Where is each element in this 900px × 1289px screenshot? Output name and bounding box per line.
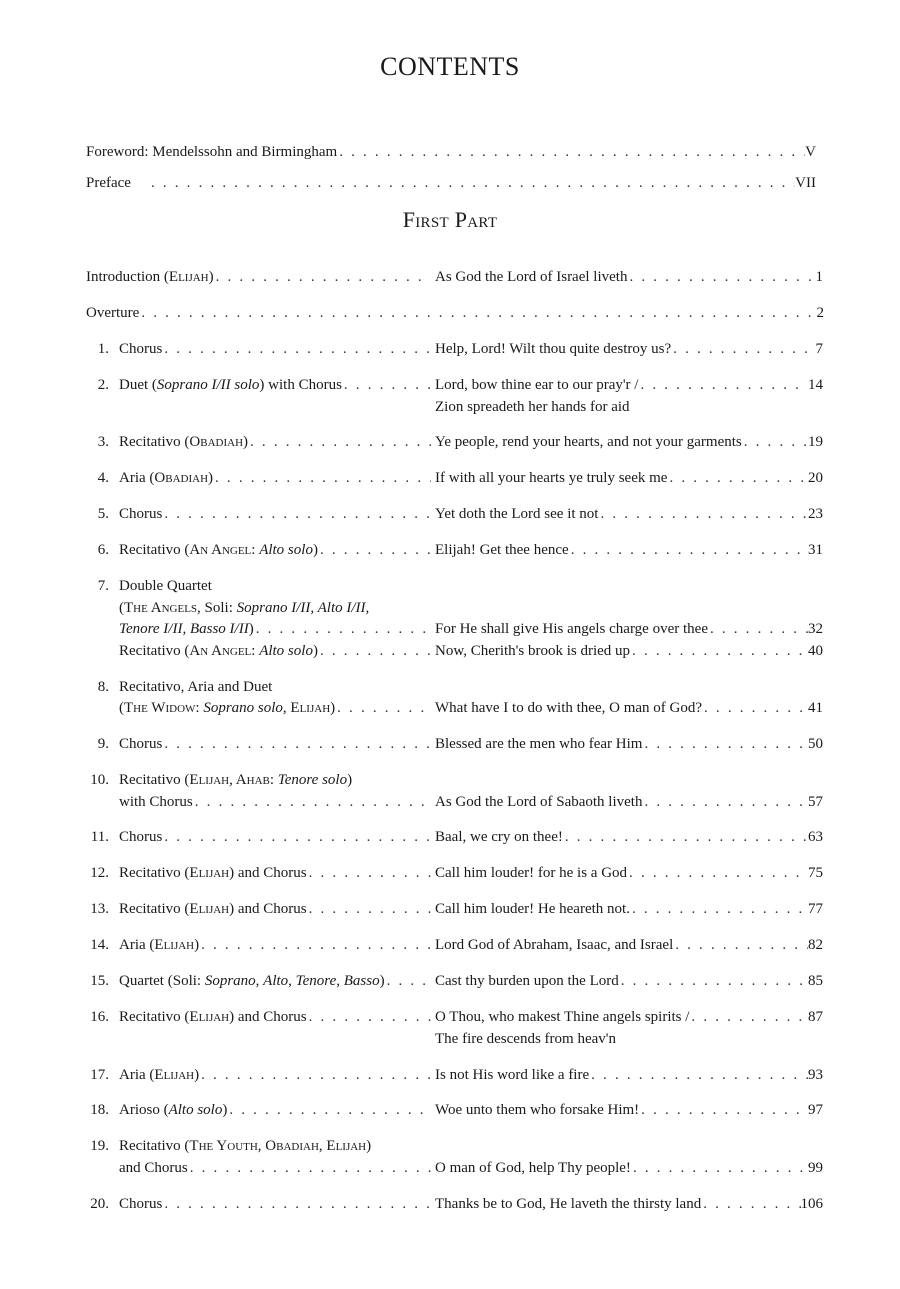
role-name: Elijah bbox=[189, 901, 230, 917]
label-text: ) bbox=[208, 269, 214, 285]
label-text: ) bbox=[194, 1067, 200, 1083]
role-name: Elijah bbox=[290, 700, 331, 716]
toc-incipit: O man of God, help Thy people! bbox=[435, 1160, 631, 1176]
voice-part: Tenore solo bbox=[277, 772, 348, 788]
toc-label bbox=[119, 432, 248, 452]
toc-label: Chorus bbox=[119, 829, 163, 845]
label-text: ) bbox=[379, 973, 385, 989]
label-text: Aria ( bbox=[119, 937, 155, 953]
section-title: First Part bbox=[402, 207, 498, 232]
label-text: : bbox=[269, 772, 278, 788]
dot-leader bbox=[619, 971, 808, 991]
entry-number: 14. bbox=[90, 937, 109, 953]
dot-leader bbox=[627, 267, 815, 287]
label-text: , Soli: bbox=[197, 600, 237, 616]
dot-leader bbox=[569, 540, 808, 560]
dot-leader bbox=[199, 935, 431, 955]
dot-leader bbox=[162, 1194, 431, 1214]
entry-number: 16. bbox=[90, 1009, 109, 1025]
dot-leader bbox=[162, 339, 431, 359]
toc-incipit: As God the Lord of Israel liveth bbox=[435, 269, 628, 285]
role-name: An Angel bbox=[189, 643, 252, 659]
toc-label bbox=[119, 641, 318, 661]
toc-page: VII bbox=[795, 175, 816, 191]
toc-label: Double Quartet bbox=[119, 578, 212, 594]
label-text: : bbox=[251, 643, 260, 659]
toc-incipit: O Thou, who makest Thine angels spirits / bbox=[435, 1009, 690, 1025]
toc-label-cont bbox=[119, 698, 335, 718]
role-name: An Angel bbox=[189, 542, 252, 558]
dot-leader bbox=[631, 1158, 808, 1178]
label-text: , bbox=[288, 973, 296, 989]
dot-leader bbox=[689, 1007, 808, 1027]
toc-label bbox=[119, 935, 199, 955]
dot-leader bbox=[307, 899, 431, 919]
toc-page: 7 bbox=[815, 341, 823, 357]
dot-leader bbox=[673, 935, 808, 955]
toc-incipit: Cast thy burden upon the Lord bbox=[435, 973, 619, 989]
dot-leader bbox=[667, 468, 808, 488]
toc-page: 23 bbox=[808, 506, 823, 522]
toc-page: 99 bbox=[808, 1160, 823, 1176]
dot-leader bbox=[642, 734, 808, 754]
dot-leader bbox=[193, 792, 431, 812]
toc-incipit: Thanks be to God, He laveth the thirsty land bbox=[435, 1196, 702, 1212]
role-name: Elijah, Ahab bbox=[189, 772, 270, 788]
voice-part: Alto bbox=[263, 973, 289, 989]
dot-leader bbox=[162, 827, 431, 847]
toc-incipit: Call him louder! for he is a God bbox=[435, 865, 628, 881]
toc-incipit: For He shall give His angels charge over thee bbox=[435, 621, 708, 637]
toc-incipit: Blessed are the men who fear Him bbox=[435, 736, 643, 752]
voice-part: Tenore bbox=[295, 973, 337, 989]
label-text: ) bbox=[208, 470, 214, 486]
toc-incipit: If with all your hearts ye truly seek me bbox=[435, 470, 668, 486]
toc-page: 19 bbox=[808, 434, 823, 450]
toc-page: 31 bbox=[808, 542, 823, 558]
label-text: Aria ( bbox=[119, 1067, 155, 1083]
toc-incipit: Is not His word like a fire bbox=[435, 1067, 590, 1083]
toc-page: 41 bbox=[808, 700, 823, 716]
label-text: ( bbox=[119, 600, 124, 616]
voice-part: Soprano I/II solo bbox=[156, 377, 260, 393]
toc-page: 57 bbox=[808, 794, 823, 810]
label-text: ) bbox=[312, 643, 318, 659]
entry-number: 11. bbox=[90, 829, 109, 845]
entry-number: 5. bbox=[97, 506, 109, 522]
label-text: Recitativo ( bbox=[119, 1138, 190, 1154]
toc-label bbox=[119, 1136, 371, 1156]
entry-number: 13. bbox=[90, 901, 109, 917]
dot-leader bbox=[642, 792, 808, 812]
label-text: ( bbox=[119, 700, 124, 716]
dot-leader bbox=[589, 1065, 808, 1085]
toc-label-cont bbox=[119, 619, 254, 639]
entry-number: 2. bbox=[97, 377, 109, 393]
toc-page: 85 bbox=[808, 973, 823, 989]
entry-number: 6. bbox=[97, 542, 109, 558]
dot-leader bbox=[227, 1100, 431, 1120]
dot-leader bbox=[335, 698, 431, 718]
dot-leader bbox=[671, 339, 815, 359]
entry-number: 15. bbox=[90, 973, 109, 989]
role-name: The Angels bbox=[124, 600, 198, 616]
voice-part: Basso bbox=[343, 973, 380, 989]
dot-leader bbox=[701, 1194, 800, 1214]
toc-label: Recitativo, Aria and Duet bbox=[119, 679, 273, 695]
dot-leader bbox=[702, 698, 808, 718]
label-text: ) bbox=[194, 937, 200, 953]
label-text: ) and Chorus bbox=[229, 901, 307, 917]
toc-page: 82 bbox=[808, 937, 823, 953]
toc-page: 63 bbox=[808, 829, 823, 845]
dot-leader bbox=[638, 375, 808, 395]
toc-incipit: Yet doth the Lord see it not bbox=[435, 506, 599, 522]
entry-number: 18. bbox=[90, 1102, 109, 1118]
dot-leader bbox=[627, 863, 808, 883]
entry-number: 9. bbox=[97, 736, 109, 752]
label-text: ) bbox=[347, 772, 353, 788]
dot-leader bbox=[162, 734, 431, 754]
role-name: Elijah bbox=[154, 937, 195, 953]
toc-page: 32 bbox=[808, 621, 823, 637]
toc-page: 14 bbox=[808, 377, 823, 393]
toc-label-cont: and Chorus bbox=[119, 1160, 188, 1176]
dot-leader bbox=[139, 303, 816, 323]
label-text: Recitativo ( bbox=[119, 434, 190, 450]
toc-label bbox=[86, 267, 214, 287]
toc-page: 20 bbox=[808, 470, 823, 486]
dot-leader bbox=[318, 641, 431, 661]
voice-part: Soprano bbox=[204, 973, 256, 989]
label-text: Introduction ( bbox=[86, 269, 169, 285]
label-text: , bbox=[255, 973, 264, 989]
entry-number: 20. bbox=[90, 1196, 109, 1212]
toc-page: V bbox=[805, 144, 816, 160]
voice-part: Alto solo bbox=[259, 542, 313, 558]
dot-leader bbox=[214, 267, 431, 287]
dot-leader bbox=[742, 432, 808, 452]
toc-label: Chorus bbox=[119, 341, 163, 357]
dot-leader bbox=[149, 173, 795, 193]
toc-label bbox=[119, 770, 352, 790]
role-name: The Widow bbox=[124, 700, 196, 716]
voice-part: Soprano I/II, Alto I/II, bbox=[236, 600, 370, 616]
toc-label bbox=[119, 375, 342, 395]
toc-label: Chorus bbox=[119, 736, 163, 752]
dot-leader bbox=[307, 863, 431, 883]
role-name: Obadiah bbox=[154, 470, 209, 486]
page-title: CONTENTS bbox=[380, 52, 520, 81]
toc-incipit: Woe unto them who forsake Him! bbox=[435, 1102, 640, 1118]
dot-leader bbox=[213, 468, 431, 488]
toc-incipit: Elijah! Get thee hence bbox=[435, 542, 569, 558]
toc-label: Overture bbox=[86, 305, 140, 321]
dot-leader bbox=[307, 1007, 431, 1027]
label-text: , bbox=[282, 700, 291, 716]
dot-leader bbox=[188, 1158, 431, 1178]
entry-number: 4. bbox=[97, 470, 109, 486]
toc-page: 77 bbox=[808, 901, 823, 917]
toc-incipit: What have I to do with thee, O man of God? bbox=[435, 700, 703, 716]
toc-label bbox=[119, 1100, 227, 1120]
label-text: Arioso ( bbox=[119, 1102, 169, 1118]
entry-number: 7. bbox=[97, 578, 109, 594]
voice-part: Soprano solo bbox=[203, 700, 283, 716]
dot-leader bbox=[630, 641, 808, 661]
toc-incipit: Lord, bow thine ear to our pray'r / bbox=[435, 377, 639, 393]
label-text: , bbox=[336, 973, 344, 989]
toc-incipit: Ye people, rend your hearts, and not your garments bbox=[435, 434, 742, 450]
entry-number: 19. bbox=[90, 1138, 109, 1154]
label-text: ) bbox=[312, 542, 318, 558]
label-text: Quartet (Soli: bbox=[119, 973, 205, 989]
toc-incipit-cont: Zion spreadeth her hands for aid bbox=[435, 399, 630, 415]
label-text: : bbox=[251, 542, 260, 558]
entry-number: 10. bbox=[90, 772, 109, 788]
toc-label bbox=[119, 1065, 199, 1085]
toc-page: 87 bbox=[808, 1009, 823, 1025]
toc-incipit: Help, Lord! Wilt thou quite destroy us? bbox=[435, 341, 672, 357]
dot-leader bbox=[199, 1065, 431, 1085]
label-text: Recitativo ( bbox=[119, 542, 190, 558]
dot-leader bbox=[254, 619, 431, 639]
toc-incipit: Lord God of Abraham, Isaac, and Israel bbox=[435, 937, 674, 953]
toc-page: 2 bbox=[816, 305, 824, 321]
entry-number: 12. bbox=[90, 865, 109, 881]
role-name: Elijah bbox=[189, 865, 230, 881]
role-name: Elijah bbox=[189, 1009, 230, 1025]
toc-page: 50 bbox=[808, 736, 823, 752]
label-text: Recitativo ( bbox=[119, 901, 190, 917]
toc-incipit: As God the Lord of Sabaoth liveth bbox=[435, 794, 643, 810]
toc-label-cont: with Chorus bbox=[119, 794, 193, 810]
entry-number: 3. bbox=[97, 434, 109, 450]
toc-label: Chorus bbox=[119, 1196, 163, 1212]
toc-label bbox=[119, 899, 307, 919]
dot-leader bbox=[563, 827, 808, 847]
dot-leader bbox=[385, 971, 431, 991]
role-name: Obadiah bbox=[189, 434, 244, 450]
label-text: ) bbox=[330, 700, 336, 716]
role-name: Elijah bbox=[168, 269, 209, 285]
toc-label bbox=[119, 1007, 307, 1027]
label-text: Recitativo ( bbox=[119, 865, 190, 881]
toc-page: 1 bbox=[815, 269, 823, 285]
toc-incipit: Call him louder! He heareth not. bbox=[435, 901, 630, 917]
voice-part: Alto solo bbox=[259, 643, 313, 659]
dot-leader bbox=[248, 432, 431, 452]
label-text: Recitativo ( bbox=[119, 772, 190, 788]
label-text: ) with Chorus bbox=[259, 377, 342, 393]
entry-number: 17. bbox=[90, 1067, 109, 1083]
toc-label bbox=[119, 540, 318, 560]
dot-leader bbox=[162, 504, 431, 524]
label-text: ) bbox=[243, 434, 249, 450]
toc-label: Chorus bbox=[119, 506, 163, 522]
toc-page: 75 bbox=[808, 865, 823, 881]
role-name: Elijah bbox=[154, 1067, 195, 1083]
toc-label-cont bbox=[119, 598, 369, 618]
toc-page: 97 bbox=[808, 1102, 823, 1118]
label-text: Recitativo ( bbox=[119, 643, 190, 659]
dot-leader bbox=[598, 504, 808, 524]
label-text: ) and Chorus bbox=[229, 1009, 307, 1025]
toc-page: 93 bbox=[808, 1067, 823, 1083]
toc-label bbox=[119, 971, 385, 991]
toc-incipit-cont: The fire descends from heav'n bbox=[435, 1031, 616, 1047]
label-text: ) bbox=[222, 1102, 228, 1118]
label-text: ) bbox=[248, 621, 254, 637]
role-name: The Youth, Obadiah, Elijah bbox=[189, 1138, 367, 1154]
voice-part: Alto solo bbox=[168, 1102, 223, 1118]
dot-leader bbox=[708, 619, 808, 639]
voice-part: Tenore I/II, Basso I/II bbox=[119, 621, 249, 637]
label-text: Aria ( bbox=[119, 470, 155, 486]
toc-label: Foreword: Mendelssohn and Birmingham bbox=[86, 144, 338, 160]
toc-page: 106 bbox=[800, 1196, 823, 1212]
label-text: Recitativo ( bbox=[119, 1009, 190, 1025]
label-text: : bbox=[195, 700, 204, 716]
dot-leader bbox=[639, 1100, 808, 1120]
dot-leader bbox=[318, 540, 431, 560]
entry-number: 1. bbox=[97, 341, 109, 357]
label-text: ) and Chorus bbox=[229, 865, 307, 881]
dot-leader bbox=[630, 899, 808, 919]
toc-label: Preface bbox=[86, 175, 131, 191]
label-text: ) bbox=[366, 1138, 372, 1154]
toc-incipit: Baal, we cry on thee! bbox=[435, 829, 563, 845]
dot-leader bbox=[342, 375, 431, 395]
dot-leader bbox=[337, 142, 805, 162]
toc-label bbox=[119, 863, 307, 883]
toc-label bbox=[119, 468, 213, 488]
toc-incipit: Now, Cherith's brook is dried up bbox=[435, 643, 631, 659]
entry-number: 8. bbox=[97, 679, 109, 695]
label-text: Duet ( bbox=[119, 377, 157, 393]
toc-page: 40 bbox=[808, 643, 823, 659]
